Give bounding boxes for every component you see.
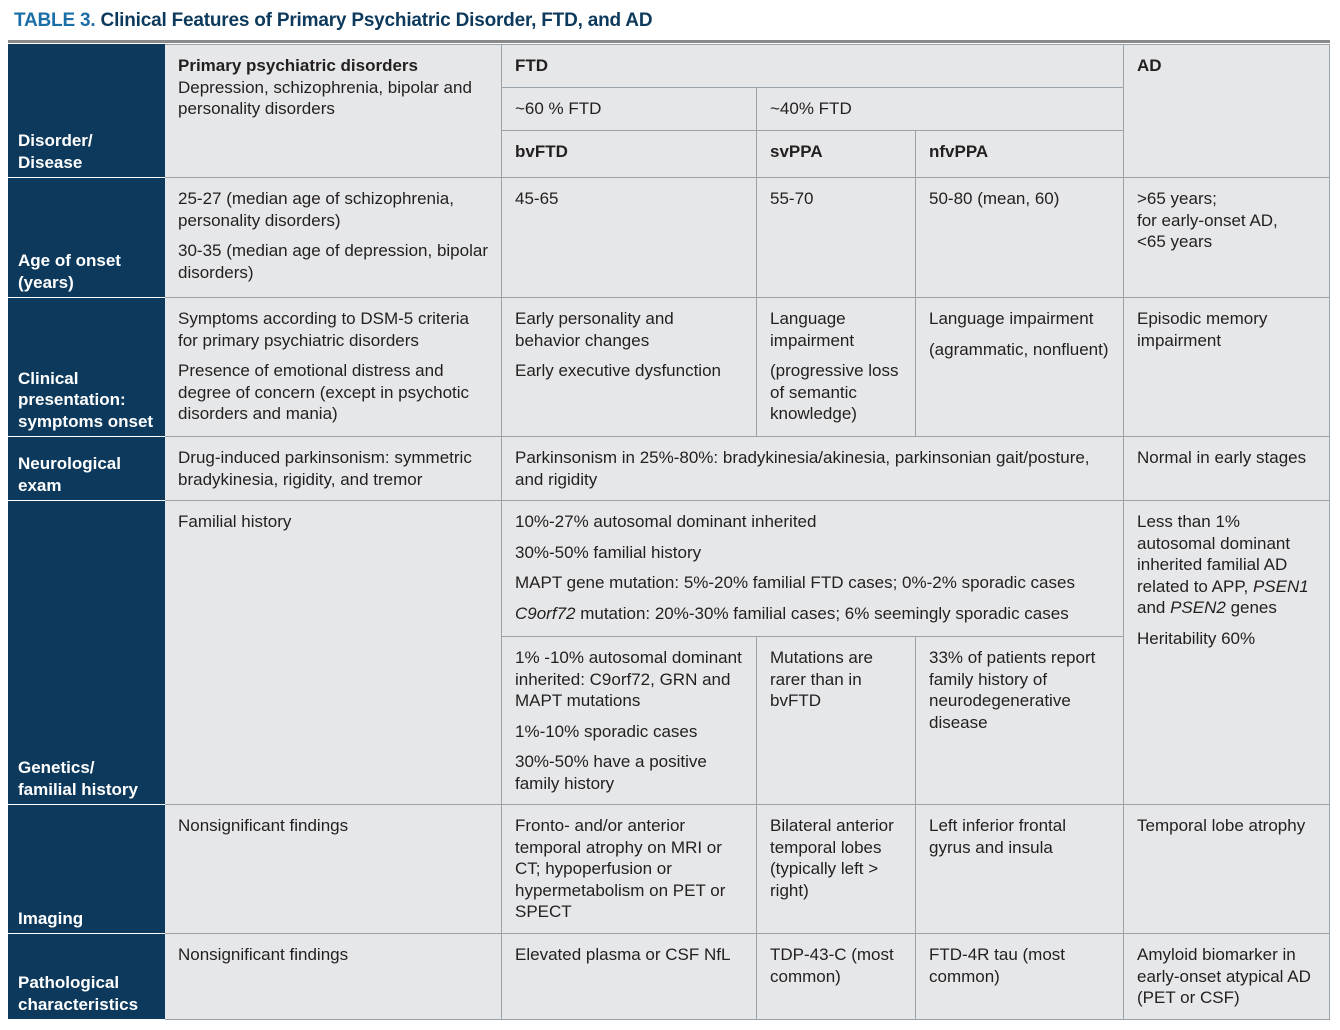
- genetics-ftd-2: 30%-50% familial history: [515, 542, 702, 562]
- genetics-ftd-4: [515, 603, 1110, 625]
- age-bvftd: 45-65: [502, 178, 757, 298]
- genetics-bvftd-2: 1%-10% sporadic cases: [515, 721, 698, 741]
- age-ad-3: <65 years: [1137, 232, 1213, 251]
- genetics-ad-psen2: PSEN2: [1170, 598, 1226, 617]
- row-genetics-1: [9, 501, 1330, 637]
- clinical-psych: [165, 298, 502, 437]
- genetics-ftd-4-text: mutation: 20%-30% familial cases; 6% seemingly sporadic cases: [575, 603, 1069, 623]
- row-header-imaging: Imaging: [9, 805, 165, 934]
- row-age: [9, 178, 1330, 298]
- age-psych-2: 30-35 (median age of depression, bipolar disorders): [178, 241, 488, 282]
- genetics-bvftd-3: 30%-50% have a positive family history: [515, 752, 707, 793]
- row-header-disorder: Disorder/ Disease: [9, 45, 165, 178]
- path-ad: Amyloid biomarker in early-onset atypical AD (PET or CSF): [1124, 934, 1330, 1020]
- clinical-nfvppa-2: (agrammatic, nonfluent): [929, 339, 1109, 359]
- age-ad: [1124, 178, 1330, 298]
- header-psychiatric: [165, 45, 502, 178]
- header-ad: AD: [1124, 45, 1330, 178]
- genetics-ftd: [502, 501, 1124, 637]
- imaging-bvftd: Fronto- and/or anterior temporal atrophy on MRI or CT; hypoperfusion or hypermetabolism on PET or SPECT: [502, 805, 757, 934]
- clinical-nfvppa-1: Language impairment: [929, 309, 1094, 328]
- clinical-ad: Episodic memory impairment: [1124, 298, 1330, 437]
- imaging-ad: Temporal lobe atrophy: [1124, 805, 1330, 934]
- clinical-bvftd: [502, 298, 757, 437]
- genetics-ad-1a: Less than 1% autosomal dominant inherited familial AD related to APP,: [1137, 512, 1291, 596]
- neuro-ad: Normal in early stages: [1124, 437, 1330, 501]
- header-ftd: FTD: [502, 45, 1124, 88]
- clinical-nfvppa: [916, 298, 1124, 437]
- age-ad-2: for early-onset AD,: [1137, 210, 1278, 230]
- header-ftd-60: ~60 % FTD: [502, 88, 757, 131]
- title-rule: [8, 40, 1330, 43]
- path-nfvppa: FTD-4R tau (most common): [916, 934, 1124, 1020]
- row-header-clinical: Clinical presentation: symptoms onset: [9, 298, 165, 437]
- row-header-genetics: Genetics/ familial history: [9, 501, 165, 805]
- genetics-psych: Familial history: [165, 501, 502, 805]
- imaging-nfvppa: Left inferior frontal gyrus and insula: [916, 805, 1124, 934]
- genetics-nfvppa: 33% of patients report family history of neurodegenerative disease: [916, 637, 1124, 805]
- path-bvftd: Elevated plasma or CSF NfL: [502, 934, 757, 1020]
- path-psych: Nonsignificant findings: [165, 934, 502, 1020]
- imaging-psych: Nonsignificant findings: [165, 805, 502, 934]
- age-ad-1: >65 years;: [1137, 189, 1217, 208]
- clinical-svppa: [757, 298, 916, 437]
- table-number: TABLE 3.: [14, 10, 96, 31]
- clinical-svppa-2: (progressive loss of semantic knowledge): [770, 361, 899, 423]
- genetics-ad-1c: and: [1137, 598, 1171, 617]
- genetics-svppa: Mutations are rarer than in bvFTD: [757, 637, 916, 805]
- clinical-bvftd-2: Early executive dysfunction: [515, 361, 721, 380]
- genetics-ftd-4-gene: C9orf72: [515, 603, 576, 623]
- genetics-ad-1e: genes: [1225, 598, 1277, 617]
- header-ftd-40: ~40% FTD: [757, 88, 1124, 131]
- genetics-ftd-3: MAPT gene mutation: 5%-20% familial FTD cases; 0%-2% sporadic cases: [515, 573, 1075, 592]
- genetics-ad: [1124, 501, 1330, 805]
- clinical-svppa-1: Language impairment: [770, 309, 855, 350]
- row-header-pathological: Pathological characteristics: [9, 934, 165, 1020]
- age-psych-1: 25-27 (median age of schizophrenia, personality disorders): [178, 189, 454, 230]
- table-title-text: Clinical Features of Primary Psychiatric Disorder, FTD, and AD: [100, 10, 653, 31]
- row-header-age: Age of onset (years): [9, 178, 165, 298]
- clinical-features-table: [8, 44, 1330, 1020]
- header-row-1: [9, 45, 1330, 88]
- psych-title: Primary psychiatric disorders: [178, 56, 419, 75]
- genetics-ad-1: [1137, 511, 1316, 619]
- imaging-svppa: Bilateral anterior temporal lobes (typically left > right): [757, 805, 916, 934]
- genetics-ad-psen1: PSEN1: [1252, 576, 1309, 596]
- age-svppa: 55-70: [757, 178, 916, 298]
- path-svppa: TDP-43-C (most common): [757, 934, 916, 1020]
- clinical-psych-1: Symptoms according to DSM-5 criteria for primary psychiatric disorders: [178, 309, 469, 350]
- row-clinical: [9, 298, 1330, 437]
- genetics-bvftd: [502, 637, 757, 805]
- genetics-bvftd-1: 1% -10% autosomal dominant inherited: C9orf72, GRN and MAPT mutations: [515, 648, 742, 710]
- age-nfvppa: 50-80 (mean, 60): [916, 178, 1124, 298]
- header-nfvppa: nfvPPA: [916, 131, 1124, 178]
- header-svppa: svPPA: [757, 131, 916, 178]
- row-neuro: [9, 437, 1330, 501]
- row-header-neuro: Neurological exam: [9, 437, 165, 501]
- clinical-bvftd-1: Early personality and behavior changes: [515, 309, 674, 350]
- neuro-psych: Drug-induced parkinsonism: symmetric bradykinesia, rigidity, and tremor: [165, 437, 502, 501]
- genetics-ftd-1: 10%-27% autosomal dominant inherited: [515, 512, 817, 531]
- row-pathological: [9, 934, 1330, 1020]
- table-title: [14, 10, 652, 32]
- age-psych: [165, 178, 502, 298]
- row-imaging: [9, 805, 1330, 934]
- neuro-ftd: Parkinsonism in 25%-80%: bradykinesia/akinesia, parkinsonian gait/posture, and rigidity: [502, 437, 1124, 501]
- genetics-ad-2: Heritability 60%: [1137, 628, 1256, 648]
- header-bvftd: bvFTD: [502, 131, 757, 178]
- psych-subtitle: Depression, schizophrenia, bipolar and personality disorders: [178, 77, 472, 118]
- clinical-psych-2: Presence of emotional distress and degree of concern (except in psychotic disorders and mania): [178, 361, 470, 423]
